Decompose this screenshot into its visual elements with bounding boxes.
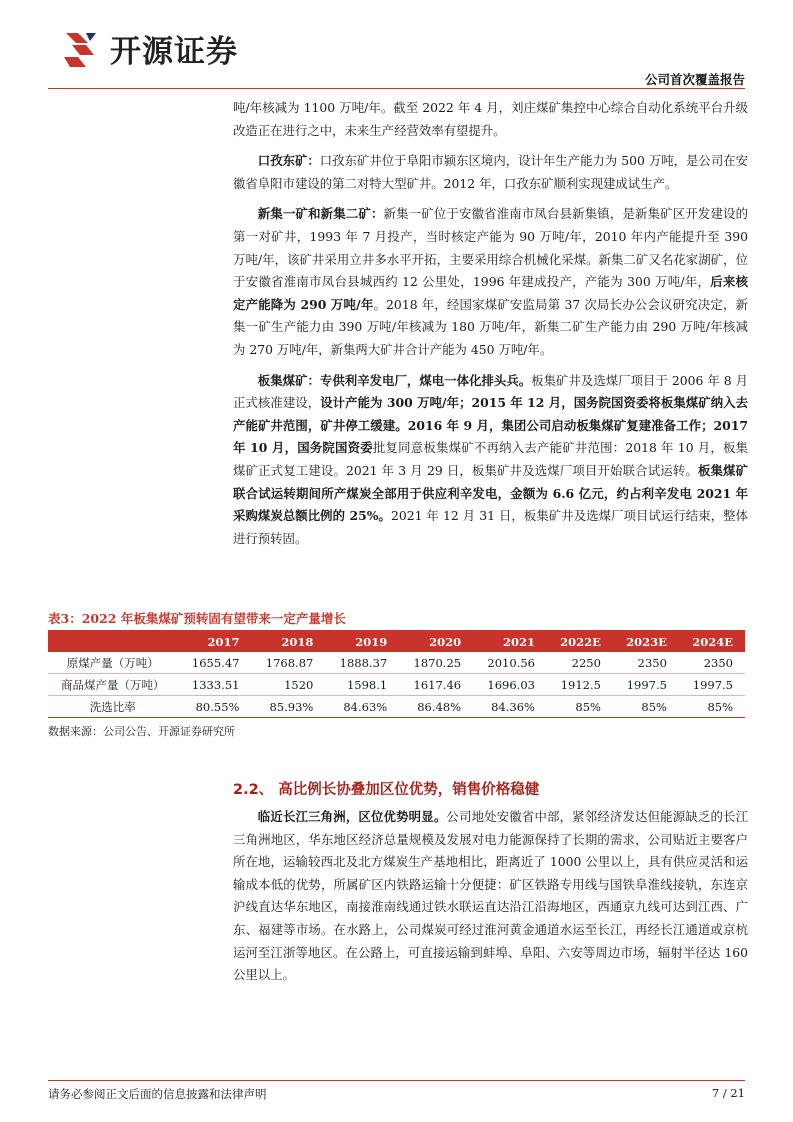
column-header: 2019	[325, 631, 399, 652]
main-content	[233, 97, 748, 558]
banji-title: 板集煤矿：专供利辛发电厂，煤电一体化排头兵。	[257, 372, 532, 388]
table-cell: 1768.87	[251, 652, 325, 674]
production-table	[48, 631, 745, 718]
table-cell: 1870.25	[399, 652, 473, 674]
section-title: 2.2、 高比例长协叠加区位优势，销售价格稳健	[233, 782, 540, 798]
paragraph-location: 临近长江三角洲，区位优势明显。公司地处安徽省中部，紧邻经济发达但能源缺乏的长江三角洲地区，华东地区经济总量规模及发展对电力能源保持了长期的需求，公司贴近主要客户所在地，运输较西北及北方煤炭生产基地相比，距离近了 1000 公里以上，具有供应灵活和运输成本低的优势，所属矿区内铁路运输十分便捷：矿区铁路专用线与国铁阜淮线接轨，东连京沪线直达华东地区，南接淮南线通过铁水联运直达沿江沿海地区，西通京九线可达到江西、广东、福建等市场。在水路上，公司煤炭可经过淮河黄金通道水运至长江，再经长江通道或京杭运河至江浙等地区。在公路上，可直接运输到蚌埠、阜阳、六安等周边市场，辐射半径达 160 公里以上。	[233, 809, 749, 983]
column-header: 2021	[473, 631, 547, 652]
table-cell: 1598.1	[325, 674, 399, 696]
location-lead: 临近长江三角洲，区位优势明显。	[257, 809, 447, 824]
section-body	[233, 806, 748, 995]
company-name: 开源证券	[110, 34, 238, 70]
column-header: 2018	[251, 631, 325, 652]
table-cell: 1912.5	[547, 674, 613, 696]
table-cell: 85%	[547, 696, 613, 718]
table-cell: 2010.56	[473, 652, 547, 674]
table-row	[48, 674, 745, 696]
table-cell: 1888.37	[325, 652, 399, 674]
footer-disclaimer: 请务必参阅正文后面的信息披露和法律声明	[48, 1087, 267, 1101]
table-cell: 86.48%	[399, 696, 473, 718]
table-cell: 1333.51	[178, 674, 252, 696]
table-cell: 1655.47	[178, 652, 252, 674]
column-header: 2023E	[613, 631, 679, 652]
column-header: 2024E	[679, 631, 745, 652]
column-header: 2022E	[547, 631, 613, 652]
table-title: 表3：2022 年板集煤矿预转固有望带来一定产量增长	[48, 609, 745, 631]
table-cell: 84.63%	[325, 696, 399, 718]
table-cell: 原煤产量（万吨）	[48, 652, 178, 674]
paragraph-banji: 板集煤矿：专供利辛发电厂，煤电一体化排头兵。板集矿井及选煤厂项目于 2006 年 8 月正式核准建设，设计产能为 300 万吨/年；2015 年 12 月，国务院国资委将板集煤矿纳入去产能矿井范围，矿井停工缓建。2016 年 9 月，集团公司启动板集煤矿复建准备工作；2017 年 10 月，国务院国资委批复同意板集煤矿不再纳入去产能矿井范围：2018 年 10 月，板集煤矿正式复工建设。2021 年 3 月 29 日，板集矿井及选煤厂项目开始联合试运转。板集煤矿联合试运转期间所产煤炭全部用于供应利辛发电，金额为 6.6 亿元，约占利辛发电 2021 年采购煤炭总额比例的 25%。2021 年 12 月 31 日，板集矿井及选煤厂项目试运行结束，整体进行预转固。	[233, 372, 749, 546]
production-table-block	[48, 609, 745, 739]
table-cell: 2350	[613, 652, 679, 674]
table-cell: 洗选比率	[48, 696, 178, 718]
table-cell: 84.36%	[473, 696, 547, 718]
company-logo	[60, 26, 238, 71]
column-header	[48, 631, 178, 652]
table-cell: 1617.46	[399, 674, 473, 696]
paragraph-liuzhuang-cont: 吨/年核减为 1100 万吨/年。截至 2022 年 4 月，刘庄煤矿集控中心综合自动化系统平台升级改造正在进行之中，未来生产经营效率有望提升。	[233, 100, 748, 138]
table-row	[48, 652, 745, 674]
table-cell: 85%	[679, 696, 745, 718]
table-cell: 80.55%	[178, 696, 252, 718]
page-number: 7 / 21	[711, 1086, 745, 1100]
table-cell: 商品煤产量（万吨）	[48, 674, 178, 696]
table-cell: 1997.5	[613, 674, 679, 696]
table-cell: 1997.5	[679, 674, 745, 696]
table-cell: 85%	[613, 696, 679, 718]
column-header: 2017	[178, 631, 252, 652]
table-header-row	[48, 631, 745, 652]
table-row	[48, 696, 745, 718]
paragraph-kouzidong: 口孜东矿：口孜东矿井位于阜阳市颍东区境内，设计年生产能力为 500 万吨，是公司在安徽省阜阳市建设的第二对特大型矿井。2012 年，口孜东矿顺利实现建成试生产。	[233, 153, 748, 191]
table-cell: 2250	[547, 652, 613, 674]
table-cell: 85.93%	[251, 696, 325, 718]
table-cell: 2350	[679, 652, 745, 674]
table-source: 数据来源：公司公告、开源证券研究所	[48, 725, 235, 738]
footer-divider	[48, 1080, 745, 1081]
paragraph-xinji: 新集一矿和新集二矿：新集一矿位于安徽省淮南市凤台县新集镇，是新集矿区开发建设的第一对矿井，1993 年 7 月投产，当时核定产能为 90 万吨/年，2010 年内产能提升至 390 万吨/年，该矿井采用立井多水平开拓，主要采用综合机械化采煤。新集二矿又名花家湖矿，位于安徽省淮南市凤台县城西约 12 公里处，1996 年建成投产，产能为 300 万吨/年，后来核定产能降为 290 万吨/年。2018 年，经国家煤矿安监局第 37 次局长办公会议研究决定，新集一矿生产能力由 390 万吨/年核减为 180 万吨/年，新集二矿生产能力由 290 万吨/年核减为 270 万吨/年，新集两大矿井合计产能为 450 万吨/年。	[233, 206, 749, 357]
xinji-title: 新集一矿和新集二矿：	[257, 206, 384, 222]
table-cell: 1696.03	[473, 674, 547, 696]
header-divider	[48, 88, 745, 89]
table-cell: 1520	[251, 674, 325, 696]
column-header: 2020	[399, 631, 473, 652]
logo-mark-icon	[60, 29, 104, 69]
kouzidong-title: 口孜东矿：	[257, 153, 320, 169]
report-type: 公司首次覆盖报告	[644, 72, 745, 87]
